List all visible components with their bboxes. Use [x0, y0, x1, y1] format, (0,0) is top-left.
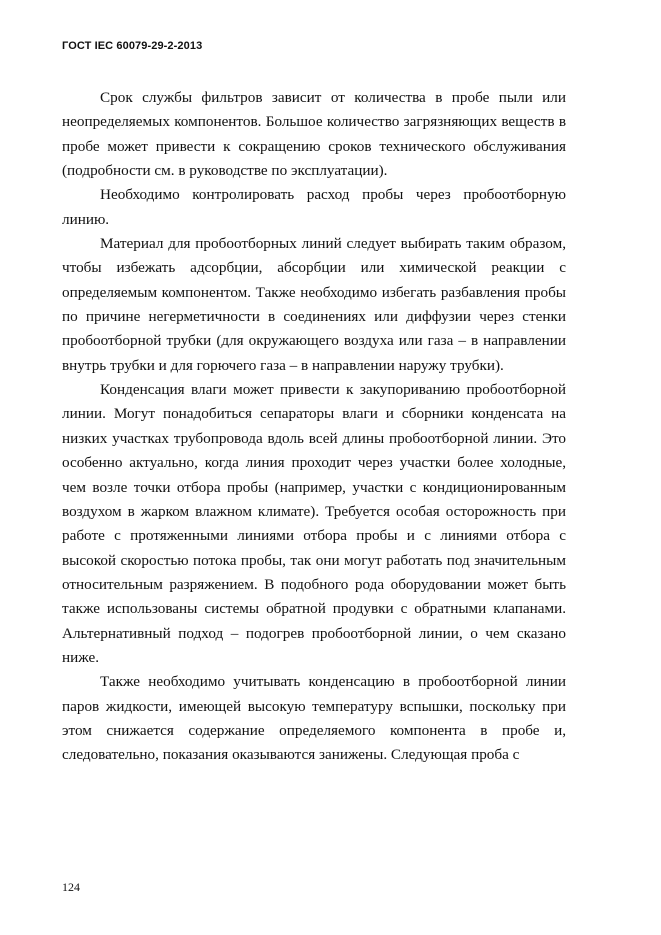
- body-text: [62, 86, 566, 768]
- paragraph-condensation: Конденсация влаги может привести к закупориванию пробоотборной линии. Могут понадобиться сепараторы влаги и сборники конденсата на низких участках трубопровода вдоль всей длины пробоотборной линии. Это особенно актуально, когда линия проходит через участки более холодные, чем возле точки отбора пробы (например, участки с кондиционированным воздухом в жарком влажном климате). Требуется особая осторожность при работе с протяженными линиями отбора пробы и с линиями отбора с высокой скоростью потока пробы, так они могут работать под значительным относительным разряжением. В подобного рода оборудовании может быть также использованы системы обратной продувки с обратными клапанами. Альтернативный подход – подогрев пробоотборной линии, о чем сказано ниже.: [62, 381, 566, 666]
- paragraph-filter-life: Срок службы фильтров зависит от количества в пробе пыли или неопределяемых компонентов. Большое количество загрязняющих веществ в пробе может привести к сокращению сроков технического обслуживания (подробности см. в руководстве по эксплуатации).: [62, 89, 566, 180]
- page-number: 124: [62, 880, 80, 894]
- paragraph-vapor-condensation: Также необходимо учитывать конденсацию в пробоотборной линии паров жидкости, имеющей высокую температуру вспышки, поскольку при этом снижается содержание определяемого компонента в пробе и, следовательно, показания оказываются занижены. Следующая проба с: [62, 673, 566, 764]
- document-header: ГОСТ IEC 60079-29-2-2013: [62, 40, 203, 52]
- paragraph-flow-control: Необходимо контролировать расход пробы через пробоотборную линию.: [62, 186, 566, 228]
- paragraph-line-material: Материал для пробоотборных линий следует выбирать таким образом, чтобы избежать адсорбции, абсорбции или химической реакции с определяемым компонентом. Также необходимо избегать разбавления пробы по причине негерметичности в соединениях или диффузии через стенки пробоотборной трубки (для окружающего воздуха или газа – в направлении внутрь трубки и для горючего газа – в направлении наружу трубки).: [62, 235, 566, 374]
